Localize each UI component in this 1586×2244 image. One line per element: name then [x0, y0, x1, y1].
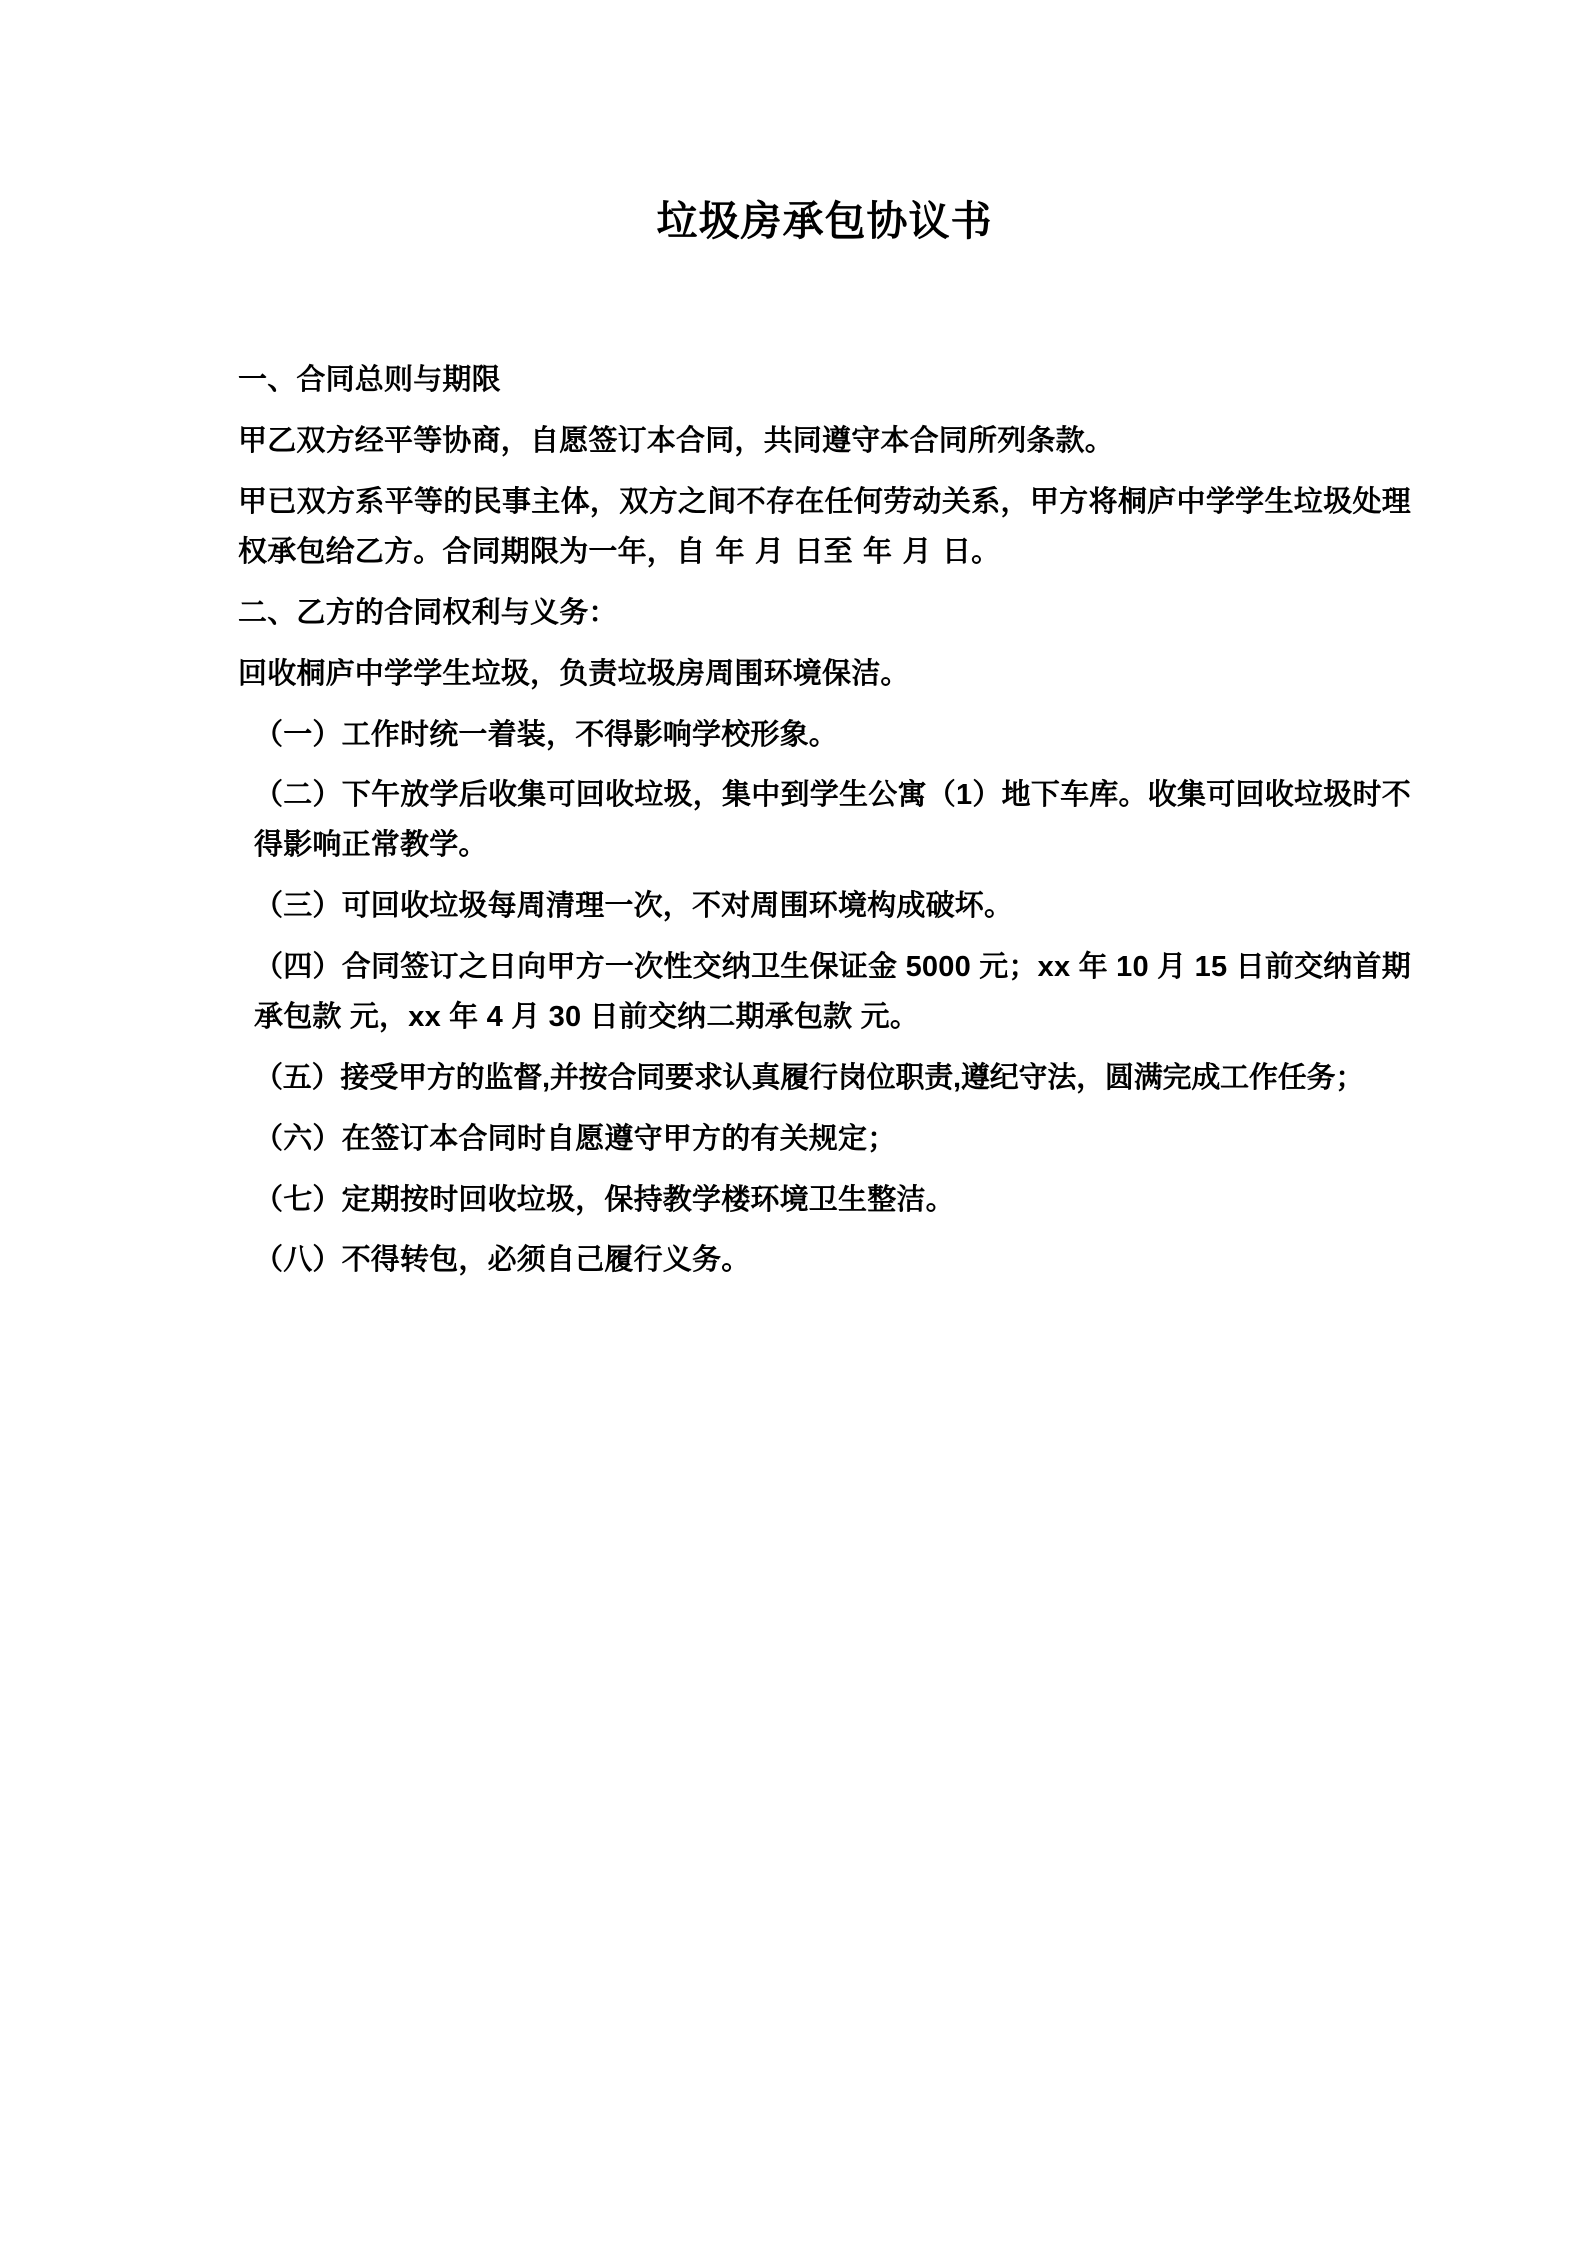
clause-item-2: （二）下午放学后收集可回收垃圾，集中到学生公寓（1）地下车库。收集可回收垃圾时不得影响正常教学。	[254, 779, 1411, 862]
clause-item-7: （七）定期按时回收垃圾，保持教学楼环境卫生整洁。	[254, 1183, 955, 1216]
clause-item-6: （六）在签订本合同时自愿遵守甲方的有关规定；	[254, 1122, 897, 1155]
clause-item-8: （八）不得转包，必须自己履行义务。	[254, 1244, 751, 1277]
page-title: 垃圾房承包协议书	[656, 198, 993, 244]
clause-item-4: （四）合同签订之日向甲方一次性交纳卫生保证金 5000 元；xx 年 10 月 15 日前交纳首期承包款 元，xx 年 4 月 30 日前交纳二期承包款 元。	[254, 951, 1411, 1033]
clause-item-5: （五）接受甲方的监督,并按合同要求认真履行岗位职责,遵纪守法，圆满完成工作任务；	[254, 1061, 1365, 1094]
section-2-heading: 二、乙方的合同权利与义务：	[238, 596, 618, 629]
clause-item-3: （三）可回收垃圾每周清理一次，不对周围环境构成破坏。	[254, 890, 1014, 923]
para-contract-term: 甲已双方系平等的民事主体，双方之间不存在任何劳动关系，甲方将桐庐中学学生垃圾处理权承包给乙方。合同期限为一年，自 年 月 日至 年 月 日。	[238, 486, 1411, 568]
section-1-heading: 一、合同总则与期限	[238, 364, 501, 397]
document-body	[238, 356, 1411, 1286]
para-recycle-duty: 回收桐庐中学学生垃圾，负责垃圾房周围环境保洁。	[238, 657, 910, 690]
para-equal-consultation: 甲乙双方经平等协商，自愿签订本合同，共同遵守本合同所列条款。	[238, 425, 1115, 458]
clause-item-1: （一）工作时统一着装，不得影响学校形象。	[254, 718, 839, 751]
